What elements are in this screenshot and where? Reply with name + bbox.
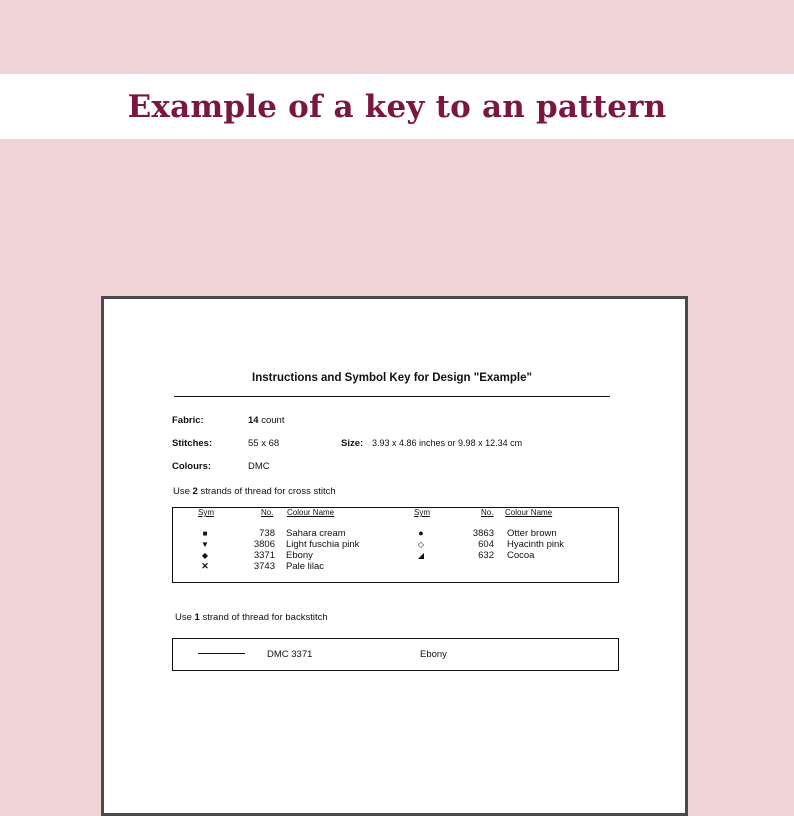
key-colour-name: Cocoa [507, 550, 535, 561]
key-colour-name: Sahara cream [286, 528, 346, 539]
key-number: 3371 [253, 550, 275, 561]
fabric-label: Fabric: [172, 415, 204, 426]
fabric-value [248, 415, 284, 426]
filled-circle-icon: ● [418, 528, 424, 538]
back-note-strands: 1 [194, 612, 200, 623]
key-number: 3863 [472, 528, 494, 539]
size-label: Size: [341, 438, 364, 449]
key-colour-name: Hyacinth pink [507, 539, 565, 550]
key-number: 3806 [253, 539, 275, 550]
cross-note-post: strands of thread for cross stitch [197, 486, 336, 497]
backstitch-note [175, 612, 328, 623]
stitches-value: 55 x 68 [248, 438, 280, 449]
colours-value: DMC [248, 461, 270, 472]
key-colour-name: Otter brown [507, 528, 557, 539]
filled-square-icon: ■ [202, 529, 208, 538]
key-colour-name: Light fuschia pink [286, 539, 360, 550]
banner-title: Example of a key to an pattern [127, 88, 667, 125]
cross-stitch-note [173, 486, 336, 497]
key-colour-name: Pale lilac [286, 561, 325, 572]
right-name-header: Colour Name [505, 508, 553, 517]
pattern-key-document [101, 296, 688, 816]
back-note-pre: Use [175, 612, 195, 623]
title-banner [0, 74, 794, 139]
document-title: Instructions and Symbol Key for Design "Example" [252, 372, 532, 384]
back-note-post: strand of thread for backstitch [199, 612, 328, 623]
key-number: 3743 [253, 561, 275, 572]
key-number: 738 [259, 528, 275, 539]
right-sym-header: Sym [414, 508, 430, 517]
size-value: 3.93 x 4.86 inches or 9.98 x 12.34 cm [372, 438, 523, 448]
left-name-header: Colour Name [287, 508, 335, 517]
right-no-header: No. [481, 508, 494, 517]
colours-label: Colours: [172, 461, 212, 472]
left-no-header: No. [261, 508, 274, 517]
cross-note-pre: Use [173, 486, 193, 497]
fabric-count: 14 [248, 415, 259, 426]
backstitch-table [172, 638, 619, 671]
outline-diamond-icon: ◇ [417, 540, 425, 549]
symbol-key-table [172, 507, 619, 583]
filled-diamond-icon: ◆ [201, 551, 209, 560]
down-triangle-icon: ▼ [201, 540, 209, 549]
backstitch-code: DMC 3371 [267, 649, 313, 660]
cross-icon: ✕ [201, 561, 209, 571]
corner-triangle-icon: ◢ [417, 551, 425, 560]
key-colour-name: Ebony [286, 550, 313, 561]
title-divider [174, 396, 610, 397]
left-sym-header: Sym [198, 508, 214, 517]
backstitch-line-sample [198, 653, 245, 654]
fabric-unit: count [258, 415, 285, 426]
cross-note-strands: 2 [192, 486, 198, 497]
backstitch-colour-name: Ebony [420, 649, 447, 660]
key-number: 632 [478, 550, 494, 561]
key-number: 604 [478, 539, 494, 550]
stitches-label: Stitches: [172, 438, 213, 449]
